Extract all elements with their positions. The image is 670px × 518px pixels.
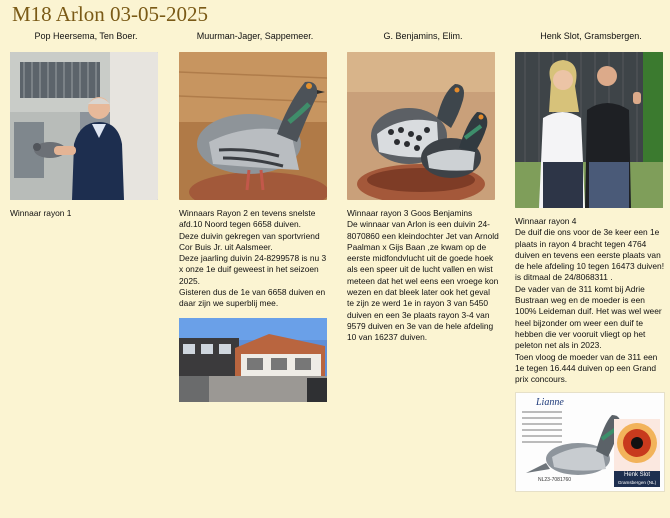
owner-name: Henk Slot xyxy=(623,472,650,479)
paragraph: Gisteren dus de 1e van 6658 duiven en daar zijn we superblij mee. xyxy=(179,287,326,309)
photo-pigeon-muurman-jager xyxy=(179,52,327,200)
ring-number: NL23-7081760 xyxy=(538,477,572,484)
column-text xyxy=(179,208,331,310)
photo-loft-building xyxy=(179,318,327,402)
paragraph: De vader van de 311 komt bij Adrie Bustraan weg en de moeder is een 100% Leideman duif. Het was wel weer heel bijzonder om weer een duif te hebben die ver vooruit vliegt op het peleton net als in 2023. xyxy=(515,283,662,351)
paragraph: De duif die ons voor de 3e keer een 1e plaats in rayon 4 bracht tegen 4764 duiven en tevens een eerste plaats van de hele afdeling 10 tegen 16473 duiven! is ditmaal de 24/8068311 . xyxy=(515,227,665,283)
column-rayon-3 xyxy=(347,30,499,344)
page-title: M18 Arlon 03-05-2025 xyxy=(12,2,208,26)
photo-henk-slot xyxy=(515,52,663,208)
column-caption: Pop Heersema, Ten Boer. xyxy=(34,31,138,41)
column-caption: Henk Slot, Gramsbergen. xyxy=(540,31,642,41)
column-text xyxy=(515,216,667,385)
paragraph: Deze jaarling duivin 24-8299578 is nu 3 x onze 1e duif geweest in het seizoen 2025. xyxy=(179,253,327,286)
paragraph: De winnaar van Arlon is een duivin 24-8070860 een kleindochter Jet van Arnold Paalman x Gijs Baan ,ze kwam op de eerste midfondvlucht uit de goede hoek als een speer uit de lucht vallen en wist meteen dat het wel eens een vroege kon wezen en dat bleek later ook het geval te zijn ze werd 1e in rayon 3 van 5450 duiven en een 3e plaats rayon 3-4 van 9579 duiven en 3e van de hele afdeling 10 van 16237 duiven. xyxy=(347,219,499,343)
card-signature: Lianne xyxy=(536,397,564,409)
owner-label xyxy=(614,471,660,487)
paragraph: Winnaar rayon 1 xyxy=(10,208,72,218)
photo-pigeons-benjamins xyxy=(347,52,495,200)
paragraph: Deze duivin gekregen van sportvriend Cor Buis Jr. uit Aalsmeer. xyxy=(179,230,320,252)
photo-pop-heersema xyxy=(10,52,158,200)
paragraph: Winnaar rayon 4 xyxy=(515,216,577,226)
paragraph: Winnaars Rayon 2 en tevens snelste afd.10 Noord tegen 6658 duiven. xyxy=(179,208,316,230)
owner-place: Gramsbergen (NL) xyxy=(617,480,657,486)
pigeon-pedigree-card xyxy=(515,392,665,492)
column-rayon-1 xyxy=(10,30,162,219)
column-text xyxy=(10,208,162,219)
paragraph: Winnaar rayon 3 Goos Benjamins xyxy=(347,208,473,218)
column-caption: Muurman-Jager, Sappemeer. xyxy=(196,31,314,41)
column-rayon-4 xyxy=(515,30,667,492)
column-caption: G. Benjamins, Elim. xyxy=(383,31,463,41)
column-text xyxy=(347,208,499,344)
paragraph: Toen vloog de moeder van de 311 een 1e tegen 16.444 duiven op een Grand prix concours. xyxy=(515,351,658,385)
column-rayon-2 xyxy=(179,30,331,402)
